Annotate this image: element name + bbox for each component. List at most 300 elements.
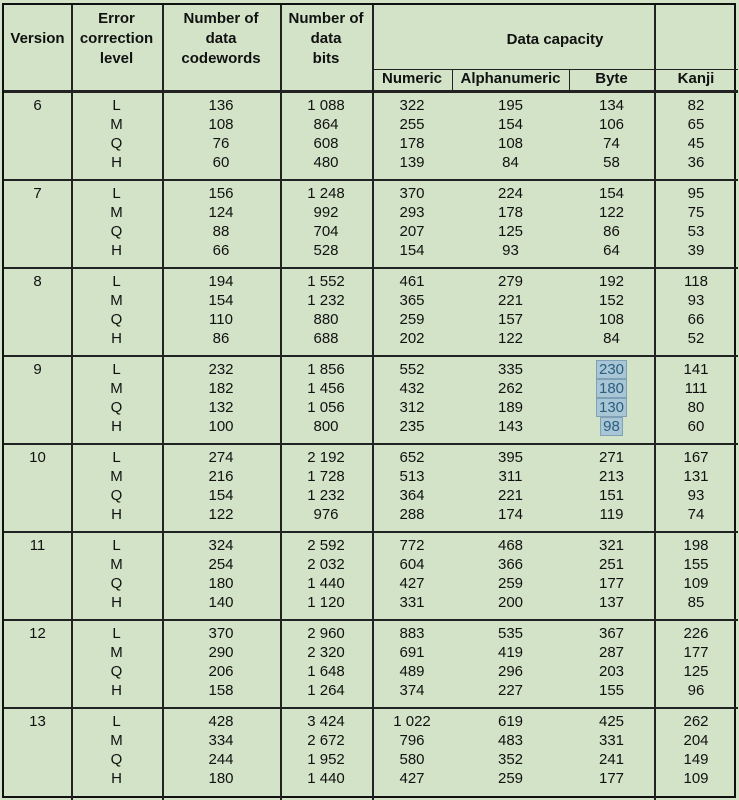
alphanumeric-capacity-cell — [452, 184, 569, 260]
data-bits-value: 1 088 — [307, 97, 345, 114]
header-data-codewords-line: data — [205, 30, 237, 47]
ec-level-value: Q — [110, 663, 123, 681]
numeric-capacity-value: 259 — [399, 311, 425, 329]
numeric-capacity-value: 796 — [399, 732, 425, 750]
kanji-capacity-value: 53 — [687, 223, 705, 241]
alphanumeric-capacity-value: 279 — [497, 273, 524, 290]
numeric-capacity-value: 312 — [399, 399, 425, 417]
data-bits-value: 2 032 — [307, 556, 345, 574]
data-codewords-value: 86 — [212, 330, 230, 348]
version-number: 6 — [33, 97, 42, 114]
data-codewords-value: 158 — [208, 682, 234, 700]
numeric-capacity-value: 331 — [399, 594, 425, 612]
alphanumeric-capacity-value: 296 — [497, 663, 524, 681]
data-codewords-value: 324 — [208, 537, 234, 554]
data-codewords-value: 334 — [208, 732, 234, 750]
ec-level-value: Q — [110, 223, 123, 241]
data-bits-value: 1 120 — [307, 594, 345, 612]
numeric-capacity-value: 202 — [399, 330, 425, 348]
data-codewords-value: 108 — [208, 116, 234, 134]
data-codewords-value: 274 — [208, 449, 234, 466]
data-bits-value: 2 960 — [307, 625, 345, 642]
kanji-capacity-value: 226 — [683, 625, 709, 642]
byte-capacity-value: 251 — [598, 556, 625, 574]
group-separator — [4, 443, 738, 445]
alphanumeric-capacity-value: 221 — [497, 487, 524, 505]
alphanumeric-capacity-value: 335 — [497, 361, 524, 378]
kanji-capacity-value: 204 — [683, 732, 709, 750]
alphanumeric-capacity-cell — [452, 624, 569, 700]
data-bits-value: 1 264 — [307, 682, 345, 700]
data-bits-cell — [280, 272, 372, 348]
version-number: 8 — [33, 273, 42, 290]
ec-level-cell — [71, 360, 162, 436]
alphanumeric-capacity-value: 154 — [497, 116, 524, 134]
data-codewords-cell — [162, 536, 280, 612]
byte-capacity-value: 106 — [598, 116, 625, 134]
kanji-capacity-value: 149 — [683, 751, 709, 769]
alphanumeric-capacity-value: 157 — [497, 311, 524, 329]
kanji-capacity-value: 262 — [683, 713, 709, 730]
header-bottom-line — [4, 90, 738, 93]
header-data-bits-line: Number of — [288, 10, 364, 27]
ec-level-value: H — [111, 242, 122, 260]
ec-level-value: L — [112, 185, 121, 202]
byte-capacity-value: 134 — [598, 97, 625, 114]
group-separator — [4, 619, 738, 621]
byte-capacity-value: 152 — [598, 292, 625, 310]
numeric-capacity-value: 427 — [399, 770, 425, 788]
data-codewords-value: 100 — [208, 418, 234, 436]
byte-capacity-value: 64 — [603, 242, 620, 260]
ec-level-value: Q — [110, 751, 123, 769]
highlighted-value: 130 — [598, 399, 625, 417]
ec-level-value: M — [110, 116, 123, 134]
data-codewords-value: 154 — [208, 487, 234, 505]
numeric-capacity-value: 288 — [399, 506, 425, 524]
numeric-capacity-value: 235 — [399, 418, 425, 436]
kanji-capacity-cell — [654, 272, 738, 348]
alphanumeric-capacity-value: 178 — [497, 204, 524, 222]
data-bits-cell — [280, 360, 372, 436]
alphanumeric-capacity-value: 483 — [497, 732, 524, 750]
kanji-capacity-value: 141 — [683, 361, 709, 378]
header-error-correction-level-line: Error — [98, 10, 135, 27]
data-codewords-value: 124 — [208, 204, 234, 222]
kanji-capacity-value: 109 — [683, 770, 709, 788]
numeric-capacity-cell — [372, 448, 452, 524]
numeric-capacity-value: 461 — [399, 273, 425, 290]
kanji-capacity-value: 60 — [687, 418, 705, 436]
numeric-capacity-value: 552 — [399, 361, 425, 378]
ec-level-value: Q — [110, 575, 123, 593]
alphanumeric-capacity-value: 143 — [497, 418, 524, 436]
alphanumeric-capacity-cell — [452, 360, 569, 436]
ec-level-cell — [71, 712, 162, 788]
numeric-capacity-value: 178 — [399, 135, 425, 153]
data-bits-cell — [280, 536, 372, 612]
header-data-codewords-line: codewords — [181, 50, 261, 67]
alphanumeric-capacity-value: 262 — [497, 380, 524, 398]
alphanumeric-capacity-value: 259 — [497, 770, 524, 788]
byte-capacity-value: 425 — [598, 713, 625, 730]
group-separator — [4, 531, 738, 533]
ec-level-value: H — [111, 594, 122, 612]
alphanumeric-capacity-value: 200 — [497, 594, 524, 612]
byte-capacity-value: 177 — [598, 770, 625, 788]
alphanumeric-capacity-value: 221 — [497, 292, 524, 310]
data-bits-value: 1 056 — [307, 399, 345, 417]
data-codewords-value: 428 — [208, 713, 234, 730]
data-codewords-value: 232 — [208, 361, 234, 378]
alphanumeric-capacity-value: 259 — [497, 575, 524, 593]
ec-level-value: M — [110, 204, 123, 222]
ec-level-value: H — [111, 506, 122, 524]
data-bits-value: 880 — [313, 311, 339, 329]
data-codewords-value: 244 — [208, 751, 234, 769]
data-bits-cell — [280, 448, 372, 524]
data-codewords-value: 110 — [209, 311, 233, 329]
ec-level-value: L — [112, 713, 121, 730]
data-bits-value: 2 192 — [307, 449, 345, 466]
ec-level-value: M — [110, 468, 123, 486]
byte-capacity-value: 86 — [603, 223, 620, 241]
data-bits-value: 1 232 — [307, 292, 345, 310]
group-separator — [4, 355, 738, 357]
data-codewords-value: 370 — [208, 625, 234, 642]
alphanumeric-capacity-value: 227 — [497, 682, 524, 700]
ec-level-value: H — [111, 770, 122, 788]
highlighted-value: 98 — [603, 418, 620, 436]
byte-capacity-cell — [569, 184, 654, 260]
numeric-capacity-value: 139 — [399, 154, 425, 172]
numeric-capacity-value: 154 — [399, 242, 425, 260]
numeric-capacity-value: 772 — [399, 537, 425, 554]
alphanumeric-capacity-value: 93 — [502, 242, 519, 260]
data-codewords-value: 180 — [208, 575, 234, 593]
kanji-capacity-value: 36 — [687, 154, 705, 172]
data-bits-value: 528 — [313, 242, 339, 260]
numeric-capacity-value: 365 — [399, 292, 425, 310]
numeric-capacity-cell — [372, 184, 452, 260]
ec-level-value: M — [110, 556, 123, 574]
ec-level-value: L — [112, 273, 121, 290]
data-bits-value: 688 — [313, 330, 339, 348]
byte-capacity-cell — [569, 712, 654, 788]
ec-level-value: H — [111, 330, 122, 348]
data-bits-value: 864 — [313, 116, 339, 134]
byte-capacity-value: 331 — [598, 732, 625, 750]
highlighted-value: 230 — [598, 361, 625, 378]
kanji-capacity-value: 85 — [687, 594, 705, 612]
kanji-capacity-cell — [654, 184, 738, 260]
alphanumeric-capacity-value: 366 — [497, 556, 524, 574]
data-bits-value: 2 672 — [307, 732, 345, 750]
kanji-capacity-cell — [654, 360, 738, 436]
kanji-capacity-value: 80 — [687, 399, 705, 417]
alphanumeric-capacity-value: 395 — [497, 449, 524, 466]
kanji-capacity-cell — [654, 96, 738, 172]
data-codewords-value: 154 — [208, 292, 234, 310]
numeric-capacity-value: 691 — [399, 644, 425, 662]
alphanumeric-capacity-cell — [452, 272, 569, 348]
byte-capacity-value — [569, 417, 654, 436]
alphanumeric-capacity-value: 122 — [497, 330, 524, 348]
alphanumeric-capacity-cell — [452, 712, 569, 788]
data-bits-value: 704 — [313, 223, 339, 241]
kanji-capacity-value: 66 — [687, 311, 705, 329]
alphanumeric-capacity-value: 419 — [497, 644, 524, 662]
ec-level-value: Q — [110, 135, 123, 153]
numeric-capacity-value: 883 — [399, 625, 425, 642]
data-codewords-value: 290 — [208, 644, 234, 662]
ec-level-value: H — [111, 154, 122, 172]
data-bits-value: 1 952 — [307, 751, 345, 769]
ec-level-cell — [71, 624, 162, 700]
data-codewords-value: 180 — [208, 770, 234, 788]
ec-level-cell — [71, 448, 162, 524]
byte-capacity-cell — [569, 448, 654, 524]
kanji-capacity-value: 45 — [687, 135, 705, 153]
numeric-capacity-value: 207 — [399, 223, 425, 241]
alphanumeric-capacity-value: 535 — [497, 625, 524, 642]
byte-capacity-value: 137 — [598, 594, 625, 612]
ec-level-cell — [71, 96, 162, 172]
alphanumeric-capacity-value: 84 — [502, 154, 519, 172]
byte-capacity-value: 367 — [598, 625, 625, 642]
highlighted-value: 180 — [598, 380, 625, 398]
ec-level-value: L — [112, 625, 121, 642]
kanji-capacity-value: 155 — [683, 556, 709, 574]
byte-capacity-value — [569, 360, 654, 379]
version-number: 13 — [29, 713, 46, 730]
header-error-correction-level-line: correction — [79, 30, 154, 47]
alphanumeric-capacity-value: 224 — [497, 185, 524, 202]
group-separator — [4, 267, 738, 269]
byte-capacity-value: 321 — [598, 537, 625, 554]
alphanumeric-capacity-cell — [452, 536, 569, 612]
kanji-capacity-value: 96 — [687, 682, 705, 700]
kanji-capacity-value: 167 — [683, 449, 709, 466]
numeric-capacity-cell — [372, 536, 452, 612]
data-bits-value: 1 856 — [307, 361, 345, 378]
byte-capacity-value: 241 — [598, 751, 625, 769]
kanji-capacity-value: 75 — [687, 204, 705, 222]
header-data-bits-line: data — [310, 30, 342, 47]
byte-capacity-value: 213 — [598, 468, 625, 486]
header-kanji: Kanji — [677, 70, 715, 87]
data-codewords-cell — [162, 448, 280, 524]
kanji-capacity-cell — [654, 712, 738, 788]
data-codewords-cell — [162, 360, 280, 436]
ec-level-value: M — [110, 732, 123, 750]
data-bits-cell — [280, 624, 372, 700]
numeric-capacity-value: 580 — [399, 751, 425, 769]
kanji-capacity-cell — [654, 448, 738, 524]
group-separator — [4, 179, 738, 181]
alphanumeric-capacity-cell — [452, 96, 569, 172]
alphanumeric-capacity-value: 189 — [497, 399, 524, 417]
data-bits-cell — [280, 712, 372, 788]
byte-capacity-value: 58 — [603, 154, 620, 172]
data-bits-value: 1 456 — [307, 380, 345, 398]
numeric-capacity-value: 513 — [399, 468, 425, 486]
data-bits-value: 1 440 — [307, 770, 345, 788]
alphanumeric-capacity-value: 311 — [498, 468, 523, 486]
numeric-capacity-value: 604 — [399, 556, 425, 574]
ec-level-cell — [71, 272, 162, 348]
header-alphanumeric: Alphanumeric — [460, 70, 561, 87]
byte-capacity-value: 271 — [598, 449, 625, 466]
numeric-capacity-cell — [372, 712, 452, 788]
header-byte: Byte — [595, 70, 628, 87]
data-codewords-cell — [162, 712, 280, 788]
numeric-capacity-value: 1 022 — [393, 713, 431, 730]
data-bits-value: 2 320 — [307, 644, 345, 662]
data-bits-value: 800 — [313, 418, 339, 436]
data-bits-value: 1 440 — [307, 575, 345, 593]
data-codewords-value: 216 — [208, 468, 234, 486]
byte-capacity-value: 155 — [598, 682, 625, 700]
alphanumeric-capacity-value: 125 — [497, 223, 524, 241]
alphanumeric-capacity-value: 619 — [497, 713, 524, 730]
alphanumeric-capacity-value: 108 — [497, 135, 524, 153]
data-codewords-value: 76 — [212, 135, 230, 153]
numeric-capacity-value: 322 — [399, 97, 425, 114]
kanji-capacity-value: 125 — [683, 663, 709, 681]
header-data-bits — [280, 9, 372, 69]
ec-level-cell — [71, 184, 162, 260]
kanji-capacity-value: 118 — [684, 273, 708, 290]
byte-capacity-cell — [569, 96, 654, 172]
byte-capacity-value: 84 — [603, 330, 620, 348]
data-codewords-value: 136 — [208, 97, 234, 114]
version-number: 12 — [29, 625, 46, 642]
kanji-capacity-value: 74 — [687, 506, 705, 524]
byte-capacity-cell — [569, 360, 654, 436]
byte-capacity-cell — [569, 536, 654, 612]
version-number: 10 — [29, 449, 46, 466]
kanji-capacity-value: 131 — [683, 468, 709, 486]
data-codewords-value: 254 — [208, 556, 234, 574]
byte-capacity-value: 74 — [603, 135, 620, 153]
kanji-capacity-value: 198 — [683, 537, 709, 554]
kanji-capacity-value: 177 — [683, 644, 709, 662]
byte-capacity-cell — [569, 272, 654, 348]
data-codewords-value: 122 — [208, 506, 234, 524]
data-codewords-value: 66 — [212, 242, 230, 260]
data-bits-value: 976 — [313, 506, 339, 524]
ec-level-value: M — [110, 292, 123, 310]
ec-level-value: L — [112, 449, 121, 466]
qr-capacity-table — [2, 3, 736, 798]
data-codewords-cell — [162, 624, 280, 700]
numeric-capacity-cell — [372, 360, 452, 436]
header-version — [4, 29, 71, 49]
data-bits-value: 1 728 — [307, 468, 345, 486]
byte-capacity-value — [569, 398, 654, 417]
alphanumeric-capacity-value: 468 — [497, 537, 524, 554]
data-codewords-value: 60 — [212, 154, 230, 172]
data-bits-value: 2 592 — [307, 537, 345, 554]
data-bits-value: 1 552 — [307, 273, 345, 290]
version-number: 11 — [29, 537, 46, 554]
byte-capacity-value: 154 — [598, 185, 625, 202]
data-codewords-value: 140 — [208, 594, 234, 612]
byte-capacity-value: 122 — [598, 204, 625, 222]
header-data-codewords — [162, 9, 280, 69]
data-codewords-value: 182 — [208, 380, 234, 398]
data-bits-value: 608 — [313, 135, 339, 153]
byte-capacity-value: 119 — [599, 506, 624, 524]
byte-capacity-value: 287 — [598, 644, 625, 662]
ec-level-value: L — [112, 537, 121, 554]
byte-capacity-value: 177 — [598, 575, 625, 593]
alphanumeric-capacity-value: 195 — [497, 97, 524, 114]
header-numeric: Numeric — [381, 70, 443, 87]
ec-level-value: M — [110, 644, 123, 662]
kanji-capacity-value: 65 — [687, 116, 705, 134]
kanji-capacity-value: 95 — [687, 185, 705, 202]
header-data-capacity: Data capacity — [506, 31, 604, 48]
header-error-correction-level-line: level — [99, 50, 134, 67]
header-error-correction-level — [71, 9, 162, 69]
version-number: 7 — [33, 185, 42, 202]
data-bits-value: 992 — [313, 204, 339, 222]
header-data-bits-line: bits — [312, 50, 340, 67]
alphanumeric-capacity-value: 174 — [497, 506, 524, 524]
data-codewords-value: 156 — [208, 185, 234, 202]
byte-capacity-value: 203 — [598, 663, 625, 681]
data-codewords-value: 194 — [208, 273, 234, 290]
header-data-codewords-line: Number of — [183, 10, 259, 27]
numeric-capacity-cell — [372, 272, 452, 348]
data-codewords-value: 206 — [208, 663, 234, 681]
data-codewords-cell — [162, 184, 280, 260]
data-bits-cell — [280, 96, 372, 172]
ec-level-value: Q — [110, 399, 123, 417]
kanji-capacity-value: 109 — [683, 575, 709, 593]
numeric-capacity-cell — [372, 624, 452, 700]
header-version-line: Version — [10, 30, 65, 47]
ec-level-value: L — [112, 361, 121, 378]
kanji-capacity-value: 39 — [687, 242, 705, 260]
numeric-capacity-value: 255 — [399, 116, 425, 134]
kanji-capacity-value: 93 — [687, 487, 705, 505]
byte-capacity-value: 192 — [598, 273, 625, 290]
byte-capacity-value — [569, 379, 654, 398]
ec-level-value: M — [110, 380, 123, 398]
numeric-capacity-value: 293 — [399, 204, 425, 222]
alphanumeric-capacity-value: 352 — [497, 751, 524, 769]
data-bits-cell — [280, 184, 372, 260]
ec-level-cell — [71, 536, 162, 612]
byte-capacity-value: 151 — [598, 487, 625, 505]
numeric-capacity-value: 364 — [399, 487, 425, 505]
numeric-capacity-value: 370 — [399, 185, 425, 202]
kanji-capacity-value: 52 — [687, 330, 705, 348]
alphanumeric-capacity-cell — [452, 448, 569, 524]
numeric-capacity-value: 652 — [399, 449, 425, 466]
byte-capacity-value: 108 — [598, 311, 625, 329]
data-bits-value: 3 424 — [307, 713, 345, 730]
data-bits-value: 1 648 — [307, 663, 345, 681]
numeric-capacity-cell — [372, 96, 452, 172]
numeric-capacity-value: 489 — [399, 663, 425, 681]
numeric-capacity-value: 374 — [399, 682, 425, 700]
ec-level-value: L — [112, 97, 121, 114]
kanji-capacity-value: 111 — [684, 380, 708, 398]
